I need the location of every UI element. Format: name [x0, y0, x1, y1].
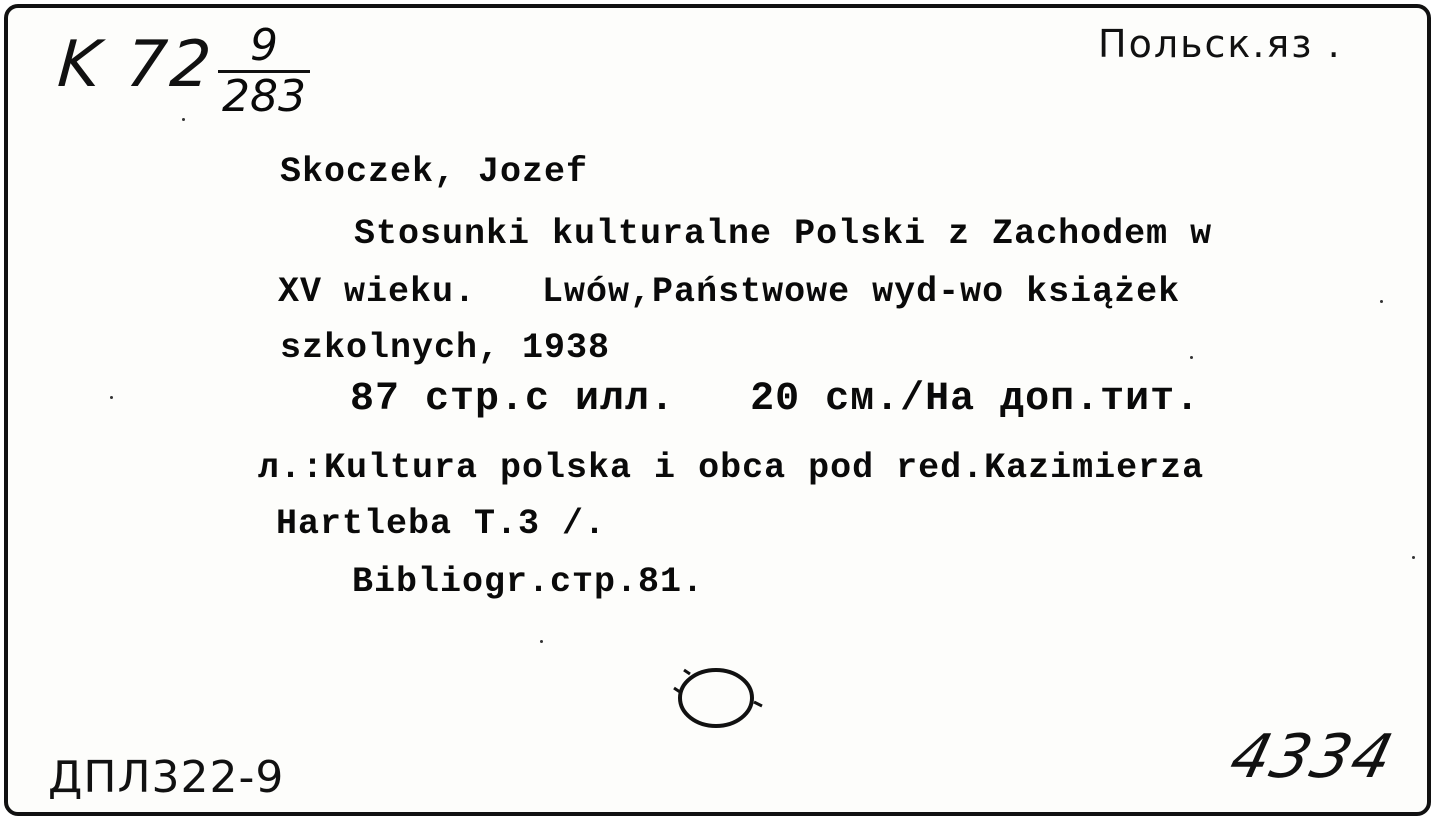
paper-speck	[1190, 356, 1193, 359]
series-line-2: Hartleba T.3 /.	[276, 504, 607, 544]
paper-speck	[540, 640, 543, 643]
inventory-number-right: 4334	[1223, 722, 1402, 792]
language-note: Польск.яз .	[1098, 22, 1342, 66]
call-number-numerator: 9	[250, 20, 278, 71]
paper-speck	[1380, 300, 1383, 303]
physical-description-line: 87 стр.с илл. 20 см./На доп.тит.	[350, 377, 1201, 422]
inventory-number-left: ДПЛ322-9	[48, 752, 285, 803]
paper-speck	[1412, 556, 1415, 559]
title-line-1: Stosunki kulturalne Polski z Zachodem w	[354, 214, 1213, 254]
author-line: Skoczek, Jozef	[280, 152, 589, 192]
series-line-1: л.:Kultura polska i obca pod red.Kazimierza	[258, 448, 1205, 488]
call-number-fraction	[218, 20, 310, 122]
paper-speck	[110, 396, 113, 399]
bibliography-note: Bibliogr.стр.81.	[352, 562, 705, 602]
call-number-main: K 72	[55, 28, 217, 102]
title-line-2: XV wieku. Lwów,Państwowe wyd-wo książek	[278, 272, 1181, 312]
paper-speck	[182, 118, 185, 121]
call-number-denominator: 283	[222, 71, 306, 122]
library-stamp-mark	[670, 662, 766, 732]
publisher-line: szkolnych, 1938	[280, 328, 611, 368]
